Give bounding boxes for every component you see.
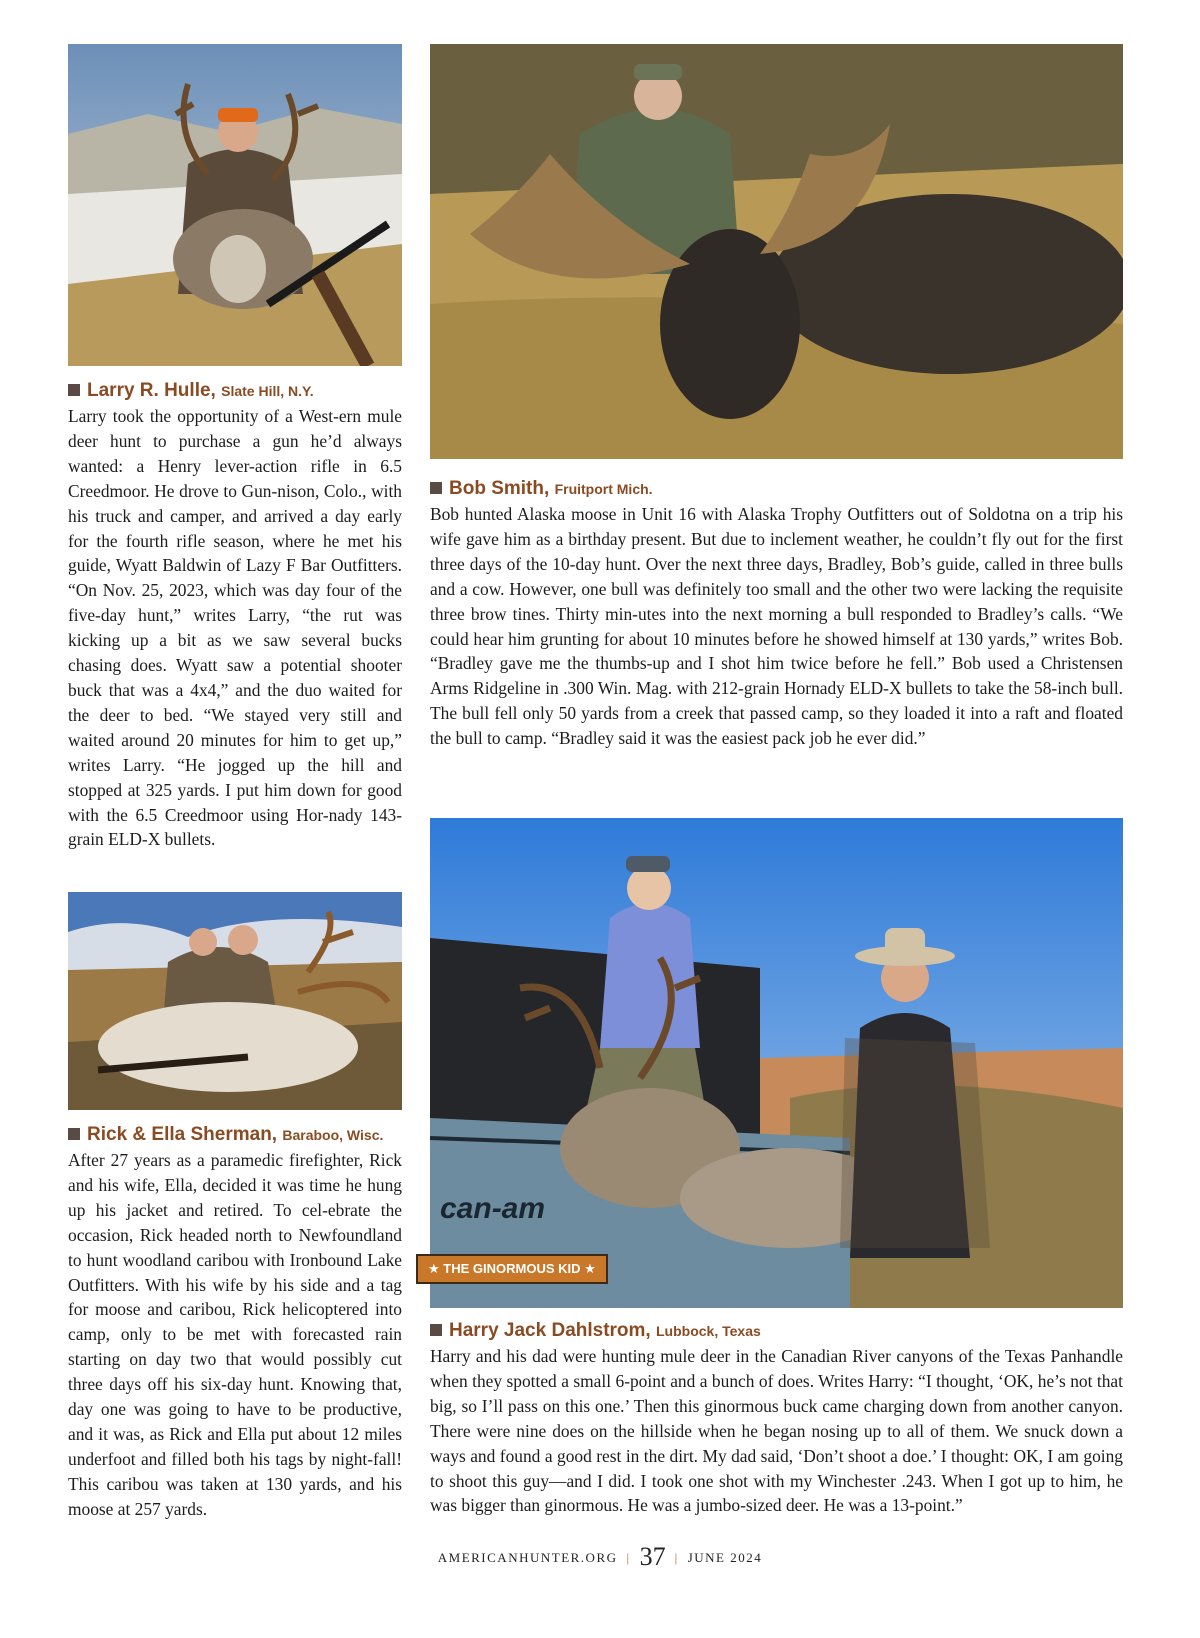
entry-body bbox=[430, 502, 1123, 751]
body-text: bullets. bbox=[164, 829, 216, 850]
hunter-name: Bob Smith, bbox=[449, 478, 550, 499]
entry-bob bbox=[430, 478, 1123, 751]
hunter-location: Fruitport Mich. bbox=[554, 481, 653, 497]
body-text: Harry and his dad were hunting mule deer in the Canadian River canyons of the Texas Panhandle when they spotted a small 6-point and a bunch of does. Writes Harry: “I thought, ‘ bbox=[430, 1346, 1123, 1391]
bullet-square-icon bbox=[68, 384, 80, 396]
footer-issue: JUNE 2024 bbox=[687, 1550, 763, 1565]
photo-larry-mule-deer bbox=[68, 44, 402, 366]
photo-rick-ella-caribou bbox=[68, 892, 402, 1110]
bullet-name: ELD-X bbox=[108, 829, 161, 850]
entry-larry bbox=[68, 380, 402, 852]
photo-harry-mule-deer bbox=[430, 818, 1123, 1308]
hunter-name: Rick & Ella Sherman, bbox=[87, 1124, 278, 1145]
body-text: Bob hunted Alaska moose in Unit 16 with Alaska Trophy Outfitters out of Soldotna on a trip his wife gave him as a birthday present. But due to inclement weather, he couldn’t fly out for the first three days of the 10-day hunt. Over the next three days, Bradley, Bob’s guide, called in three bulls and a cow. However, one bull was definitely too small and the other two were lacking the requisite three brow tines. Thirty min-utes into the next morning a bull responded to Bradley’s calls. “We could hear him grunting for about 10 minutes before he showed himself at 130 yards,” writes Bob. “Bradley gave me the thumbs-up and I shot him twice before he fell.” Bob used a Christensen Arms Ridgeline in .300 Win. Mag. with 212-grain Hornady bbox=[430, 504, 1123, 699]
footer-site: AMERICANHUNTER.ORG bbox=[437, 1550, 618, 1565]
entry-body bbox=[68, 404, 402, 852]
photo-bob-moose bbox=[430, 44, 1123, 459]
entry-heading bbox=[68, 380, 402, 402]
bullet-square-icon bbox=[430, 1324, 442, 1336]
page-number: 37 bbox=[639, 1542, 666, 1571]
badge-label: THE GINORMOUS KID bbox=[443, 1261, 581, 1276]
entry-body: After 27 years as a paramedic firefighter, Rick and his wife, Ella, decided it was time he hung up his jacket and retired. To cel-ebrate the occasion, Rick headed north to Newfoundland to hunt woodland caribou with Ironbound Lake Outfitters. With his wife by his side and a tag for moose and caribou, Rick helicoptered into camp, only to be met with forecasted rain starting on day two that would possibly cut three days off his six-day hunt. Knowing that, day one was going to have to be productive, and it was, as Rick and Ella put about 12 miles underfoot and filled both his tags by night-fall! This caribou was taken at 130 yards, and his moose at 257 yards. bbox=[68, 1150, 402, 1519]
vehicle-logo-text: can-am bbox=[440, 1192, 546, 1225]
badge-star-icon: ★ bbox=[428, 1261, 440, 1276]
body-text: , I am going to shoot this guy—and I did. I took one shot with my Winchester .243. When I got up to him, he was bigger than ginormous. He was a jumbo-sized deer. He was a 13-point.” bbox=[430, 1445, 1124, 1516]
entry-heading bbox=[430, 478, 1123, 500]
bullet-square-icon bbox=[430, 482, 442, 494]
entry-harry bbox=[430, 1320, 1123, 1518]
entry-heading bbox=[430, 1320, 1123, 1342]
hunter-location: Lubbock, Texas bbox=[656, 1323, 761, 1339]
hunter-name: Harry Jack Dahlstrom, bbox=[449, 1320, 651, 1341]
ginormous-kid-badge bbox=[416, 1254, 608, 1284]
small-caps-ok: OK bbox=[1003, 1370, 1029, 1391]
small-caps-ok: OK bbox=[1013, 1445, 1039, 1466]
footer-separator: | bbox=[674, 1550, 679, 1565]
body-text: , he’s not that big, so I’ll pass on this one.’ Then this ginormous buck came charging down from another canyon. There were nine does on the hillside when he began nosing up to all of them. We snuck down a ways and found a good rest in the dirt. My dad said, ‘Don’t shoot a doe.’ I thought: bbox=[430, 1370, 1123, 1466]
footer-separator: | bbox=[626, 1550, 631, 1565]
entry-heading bbox=[68, 1124, 402, 1146]
entry-rick-ella bbox=[68, 1124, 402, 1522]
entry-body bbox=[430, 1344, 1123, 1518]
body-text: bullets to take the 58-inch bull. The bull fell only 50 yards from a creek that passed camp, so they loaded it into a raft and floated the bull to camp. “Bradley said it was the easiest pack job he ever did.” bbox=[430, 678, 1124, 749]
bullet-square-icon bbox=[68, 1128, 80, 1140]
page-footer bbox=[0, 1542, 1200, 1572]
hunter-location: Slate Hill, N.Y. bbox=[221, 383, 314, 399]
hunter-name: Larry R. Hulle, bbox=[87, 380, 216, 401]
hunter-location: Baraboo, Wisc. bbox=[282, 1127, 384, 1143]
body-text: Larry took the opportunity of a West-ern mule deer hunt to purchase a gun he’d always wanted: a Henry lever-action rifle in 6.5 Creedmoor. He drove to Gun-nison, Colo., with his truck and camper, and arrived a day early for the fourth rifle season, where he met his guide, Wyatt Baldwin of Lazy F Bar Outfitters. “On Nov. 25, 2023, which was day four of the five-day hunt,” writes Larry, “the rut was kicking up a bit as we saw several bucks chasing does. Wyatt saw a potential shooter buck that was a 4x4,” and the duo waited for the deer to bed. “We stayed very still and waited around 20 minutes for him to get up,” writes Larry. “He jogged up the hill and stopped at 325 yards. I put him down for good with the 6.5 Creedmoor using Hor-nady 143-grain bbox=[68, 406, 402, 850]
badge-star-icon: ★ bbox=[584, 1261, 596, 1276]
bullet-name: ELD-X bbox=[849, 678, 902, 699]
